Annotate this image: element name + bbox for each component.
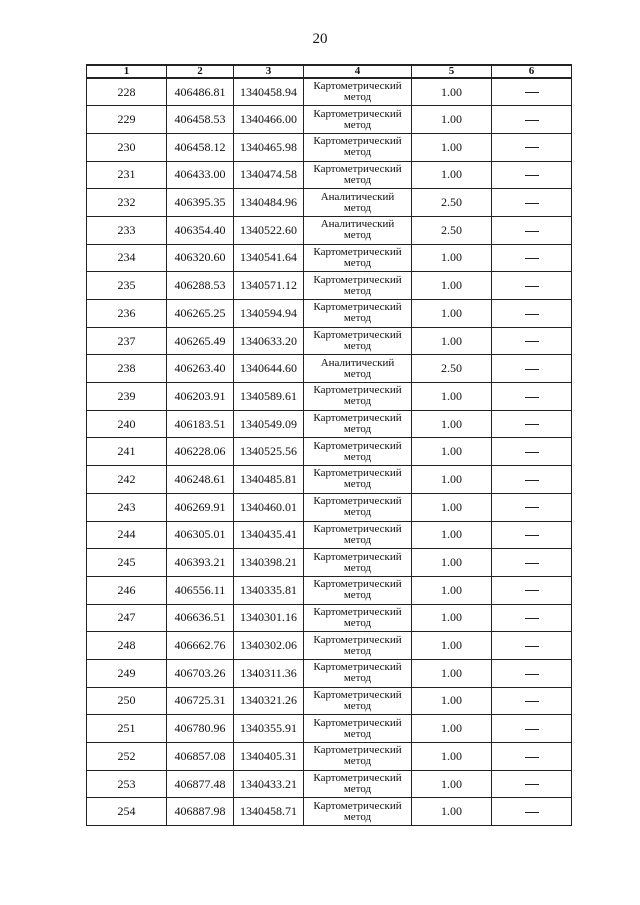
y-coordinate-cell: 1340405.31 [234,743,304,771]
dash-mark [525,674,539,675]
point-number-cell: 252 [87,743,167,771]
method-text-line: метод [343,672,372,685]
method-text-line: метод [343,616,372,629]
x-coordinate-cell: 406433.00 [167,161,234,189]
description-cell [492,355,572,383]
description-cell [492,770,572,798]
table-row [87,355,572,383]
method-text-line: Аналитический [320,356,395,369]
y-coordinate-cell: 1340355.91 [234,715,304,743]
method-text-line: метод [343,118,372,131]
y-coordinate-cell: 1340311.36 [234,659,304,687]
method-text-line: метод [343,506,372,519]
x-coordinate-cell: 406265.49 [167,327,234,355]
description-cell [492,604,572,632]
method-cell [304,549,412,577]
method-text-line: Картометрический [313,439,402,452]
method-text-line: Картометрический [313,301,402,314]
point-number-cell: 231 [87,161,167,189]
dash-mark [525,424,539,425]
table-row [87,189,572,217]
point-number-cell: 233 [87,216,167,244]
table-row [87,161,572,189]
method-cell [304,770,412,798]
method-cell [304,632,412,660]
accuracy-cell: 1.00 [412,715,492,743]
accuracy-cell: 1.00 [412,798,492,826]
y-coordinate-cell: 1340474.58 [234,161,304,189]
table-row [87,632,572,660]
description-cell [492,300,572,328]
coordinates-table [86,64,572,826]
accuracy-cell: 1.00 [412,743,492,771]
accuracy-cell: 1.00 [412,604,492,632]
method-text-line: метод [343,284,372,297]
point-number-cell: 242 [87,466,167,494]
x-coordinate-cell: 406486.81 [167,78,234,106]
method-text-line: метод [343,367,372,380]
header-cell: 1 [87,65,167,78]
y-coordinate-cell: 1340525.56 [234,438,304,466]
method-text-line: Картометрический [313,578,402,591]
method-text-line: Картометрический [313,412,402,425]
point-number-cell: 232 [87,189,167,217]
dash-mark [525,341,539,342]
method-cell [304,216,412,244]
point-number-cell: 234 [87,244,167,272]
accuracy-cell: 1.00 [412,272,492,300]
dash-mark [525,147,539,148]
accuracy-cell: 1.00 [412,521,492,549]
y-coordinate-cell: 1340435.41 [234,521,304,549]
description-cell [492,216,572,244]
table-row [87,521,572,549]
dash-mark [525,618,539,619]
method-text-line: Картометрический [313,661,402,674]
table-row [87,272,572,300]
table-row [87,687,572,715]
table-row [87,743,572,771]
accuracy-cell: 2.50 [412,355,492,383]
page-number: 20 [312,31,328,47]
y-coordinate-cell: 1340301.16 [234,604,304,632]
description-cell [492,410,572,438]
y-coordinate-cell: 1340433.21 [234,770,304,798]
x-coordinate-cell: 406288.53 [167,272,234,300]
y-coordinate-cell: 1340633.20 [234,327,304,355]
x-coordinate-cell: 406393.21 [167,549,234,577]
method-text-line: Картометрический [313,744,402,757]
x-coordinate-cell: 406877.48 [167,770,234,798]
dash-mark [525,701,539,702]
method-text-line: метод [343,589,372,602]
point-number-cell: 228 [87,78,167,106]
dash-mark [525,729,539,730]
point-number-cell: 238 [87,355,167,383]
method-cell [304,355,412,383]
point-number-cell: 246 [87,576,167,604]
dash-mark [525,286,539,287]
method-cell [304,410,412,438]
x-coordinate-cell: 406354.40 [167,216,234,244]
table-row [87,466,572,494]
dash-mark [525,314,539,315]
accuracy-cell: 1.00 [412,78,492,106]
description-cell [492,383,572,411]
description-cell [492,189,572,217]
y-coordinate-cell: 1340458.94 [234,78,304,106]
method-text-line: Картометрический [313,80,402,93]
header-cell: 6 [492,65,572,78]
method-text-line: метод [343,783,372,796]
header-cell: 5 [412,65,492,78]
dash-mark [525,757,539,758]
method-cell [304,300,412,328]
table-row [87,438,572,466]
method-cell [304,687,412,715]
x-coordinate-cell: 406556.11 [167,576,234,604]
accuracy-cell: 2.50 [412,189,492,217]
y-coordinate-cell: 1340571.12 [234,272,304,300]
method-text-line: Картометрический [313,467,402,480]
point-number-cell: 243 [87,493,167,521]
method-text-line: Картометрический [313,273,402,286]
description-cell [492,438,572,466]
dash-mark [525,120,539,121]
method-cell [304,604,412,632]
table-row [87,244,572,272]
description-cell [492,521,572,549]
y-coordinate-cell: 1340465.98 [234,133,304,161]
description-cell [492,576,572,604]
x-coordinate-cell: 406887.98 [167,798,234,826]
method-text-line: метод [343,755,372,768]
x-coordinate-cell: 406395.35 [167,189,234,217]
point-number-cell: 254 [87,798,167,826]
accuracy-cell: 1.00 [412,106,492,134]
method-text-line: метод [343,173,372,186]
description-cell [492,78,572,106]
accuracy-cell: 1.00 [412,410,492,438]
table-row [87,78,572,106]
description-cell [492,715,572,743]
method-text-line: Аналитический [320,190,395,203]
y-coordinate-cell: 1340644.60 [234,355,304,383]
point-number-cell: 239 [87,383,167,411]
dash-mark [525,452,539,453]
table-row [87,327,572,355]
x-coordinate-cell: 406228.06 [167,438,234,466]
accuracy-cell: 1.00 [412,770,492,798]
table-row [87,493,572,521]
dash-mark [525,507,539,508]
x-coordinate-cell: 406458.12 [167,133,234,161]
x-coordinate-cell: 406269.91 [167,493,234,521]
x-coordinate-cell: 406203.91 [167,383,234,411]
dash-mark [525,92,539,93]
point-number-cell: 236 [87,300,167,328]
x-coordinate-cell: 406725.31 [167,687,234,715]
method-cell [304,244,412,272]
method-cell [304,466,412,494]
dash-mark [525,175,539,176]
method-text-line: Картометрический [313,522,402,535]
point-number-cell: 247 [87,604,167,632]
y-coordinate-cell: 1340302.06 [234,632,304,660]
point-number-cell: 237 [87,327,167,355]
method-text-line: Картометрический [313,135,402,148]
method-text-line: метод [343,340,372,353]
x-coordinate-cell: 406320.60 [167,244,234,272]
y-coordinate-cell: 1340335.81 [234,576,304,604]
table-row [87,106,572,134]
method-text-line: метод [343,644,372,657]
method-text-line: метод [343,810,372,823]
method-cell [304,106,412,134]
method-cell [304,383,412,411]
method-text-line: Картометрический [313,162,402,175]
description-cell [492,244,572,272]
description-cell [492,161,572,189]
method-text-line: метод [343,201,372,214]
table-row [87,715,572,743]
y-coordinate-cell: 1340485.81 [234,466,304,494]
accuracy-cell: 1.00 [412,632,492,660]
method-text-line: Картометрический [313,605,402,618]
y-coordinate-cell: 1340484.96 [234,189,304,217]
description-cell [492,549,572,577]
method-text-line: метод [343,395,372,408]
method-cell [304,327,412,355]
table-row [87,770,572,798]
method-text-line: метод [343,561,372,574]
method-text-line: Аналитический [320,218,395,231]
accuracy-cell: 1.00 [412,327,492,355]
method-cell [304,272,412,300]
description-cell [492,466,572,494]
accuracy-cell: 1.00 [412,161,492,189]
method-cell [304,576,412,604]
method-text-line: метод [343,423,372,436]
method-cell [304,659,412,687]
point-number-cell: 230 [87,133,167,161]
description-cell [492,133,572,161]
y-coordinate-cell: 1340460.01 [234,493,304,521]
x-coordinate-cell: 406263.40 [167,355,234,383]
method-cell [304,493,412,521]
dash-mark [525,812,539,813]
point-number-cell: 253 [87,770,167,798]
y-coordinate-cell: 1340321.26 [234,687,304,715]
dash-mark [525,784,539,785]
point-number-cell: 250 [87,687,167,715]
accuracy-cell: 1.00 [412,687,492,715]
dash-mark [525,535,539,536]
y-coordinate-cell: 1340541.64 [234,244,304,272]
point-number-cell: 235 [87,272,167,300]
method-text-line: Картометрический [313,495,402,508]
table-row [87,604,572,632]
description-cell [492,106,572,134]
point-number-cell: 244 [87,521,167,549]
y-coordinate-cell: 1340589.61 [234,383,304,411]
table-header-row [87,65,572,78]
point-number-cell: 249 [87,659,167,687]
accuracy-cell: 1.00 [412,244,492,272]
x-coordinate-cell: 406458.53 [167,106,234,134]
method-text-line: метод [343,699,372,712]
table-row [87,383,572,411]
description-cell [492,493,572,521]
table-row [87,300,572,328]
point-number-cell: 248 [87,632,167,660]
x-coordinate-cell: 406248.61 [167,466,234,494]
accuracy-cell: 1.00 [412,300,492,328]
method-cell [304,743,412,771]
description-cell [492,687,572,715]
x-coordinate-cell: 406183.51 [167,410,234,438]
dash-mark [525,397,539,398]
dash-mark [525,480,539,481]
method-text-line: Картометрический [313,245,402,258]
method-text-line: Картометрический [313,772,402,785]
point-number-cell: 245 [87,549,167,577]
table-row [87,216,572,244]
description-cell [492,327,572,355]
method-text-line: метод [343,450,372,463]
method-cell [304,798,412,826]
method-text-line: метод [343,256,372,269]
method-cell [304,438,412,466]
method-text-line: метод [343,229,372,242]
description-cell [492,798,572,826]
table-row [87,798,572,826]
x-coordinate-cell: 406265.25 [167,300,234,328]
method-text-line: Картометрический [313,688,402,701]
point-number-cell: 240 [87,410,167,438]
point-number-cell: 241 [87,438,167,466]
method-cell [304,161,412,189]
method-text-line: Картометрический [313,107,402,120]
table-row [87,549,572,577]
y-coordinate-cell: 1340594.94 [234,300,304,328]
x-coordinate-cell: 406662.76 [167,632,234,660]
method-text-line: Картометрический [313,329,402,342]
table-body [87,78,572,826]
x-coordinate-cell: 406636.51 [167,604,234,632]
method-text-line: метод [343,478,372,491]
accuracy-cell: 1.00 [412,133,492,161]
method-text-line: Картометрический [313,633,402,646]
y-coordinate-cell: 1340522.60 [234,216,304,244]
method-text-line: Картометрический [313,550,402,563]
point-number-cell: 251 [87,715,167,743]
header-cell: 3 [234,65,304,78]
method-cell [304,189,412,217]
method-text-line: метод [343,533,372,546]
table-row [87,410,572,438]
y-coordinate-cell: 1340458.71 [234,798,304,826]
description-cell [492,659,572,687]
description-cell [492,743,572,771]
accuracy-cell: 1.00 [412,493,492,521]
table-row [87,576,572,604]
y-coordinate-cell: 1340398.21 [234,549,304,577]
header-cell: 2 [167,65,234,78]
method-text-line: Картометрический [313,384,402,397]
method-text-line: метод [343,727,372,740]
description-cell [492,272,572,300]
accuracy-cell: 1.00 [412,466,492,494]
dash-mark [525,258,539,259]
header-cell: 4 [304,65,412,78]
accuracy-cell: 1.00 [412,659,492,687]
method-text-line: Картометрический [313,799,402,812]
x-coordinate-cell: 406857.08 [167,743,234,771]
accuracy-cell: 1.00 [412,383,492,411]
accuracy-cell: 1.00 [412,576,492,604]
point-number-cell: 229 [87,106,167,134]
description-cell [492,632,572,660]
y-coordinate-cell: 1340466.00 [234,106,304,134]
method-cell [304,78,412,106]
dash-mark [525,203,539,204]
method-text-line: Картометрический [313,716,402,729]
accuracy-cell: 1.00 [412,549,492,577]
table-row [87,133,572,161]
method-text-line: метод [343,312,372,325]
method-cell [304,521,412,549]
dash-mark [525,590,539,591]
dash-mark [525,369,539,370]
x-coordinate-cell: 406780.96 [167,715,234,743]
method-text-line: метод [343,91,372,104]
table-row [87,659,572,687]
accuracy-cell: 1.00 [412,438,492,466]
x-coordinate-cell: 406703.26 [167,659,234,687]
dash-mark [525,563,539,564]
method-cell [304,133,412,161]
method-cell [304,715,412,743]
dash-mark [525,646,539,647]
accuracy-cell: 2.50 [412,216,492,244]
dash-mark [525,231,539,232]
method-text-line: метод [343,146,372,159]
y-coordinate-cell: 1340549.09 [234,410,304,438]
x-coordinate-cell: 406305.01 [167,521,234,549]
